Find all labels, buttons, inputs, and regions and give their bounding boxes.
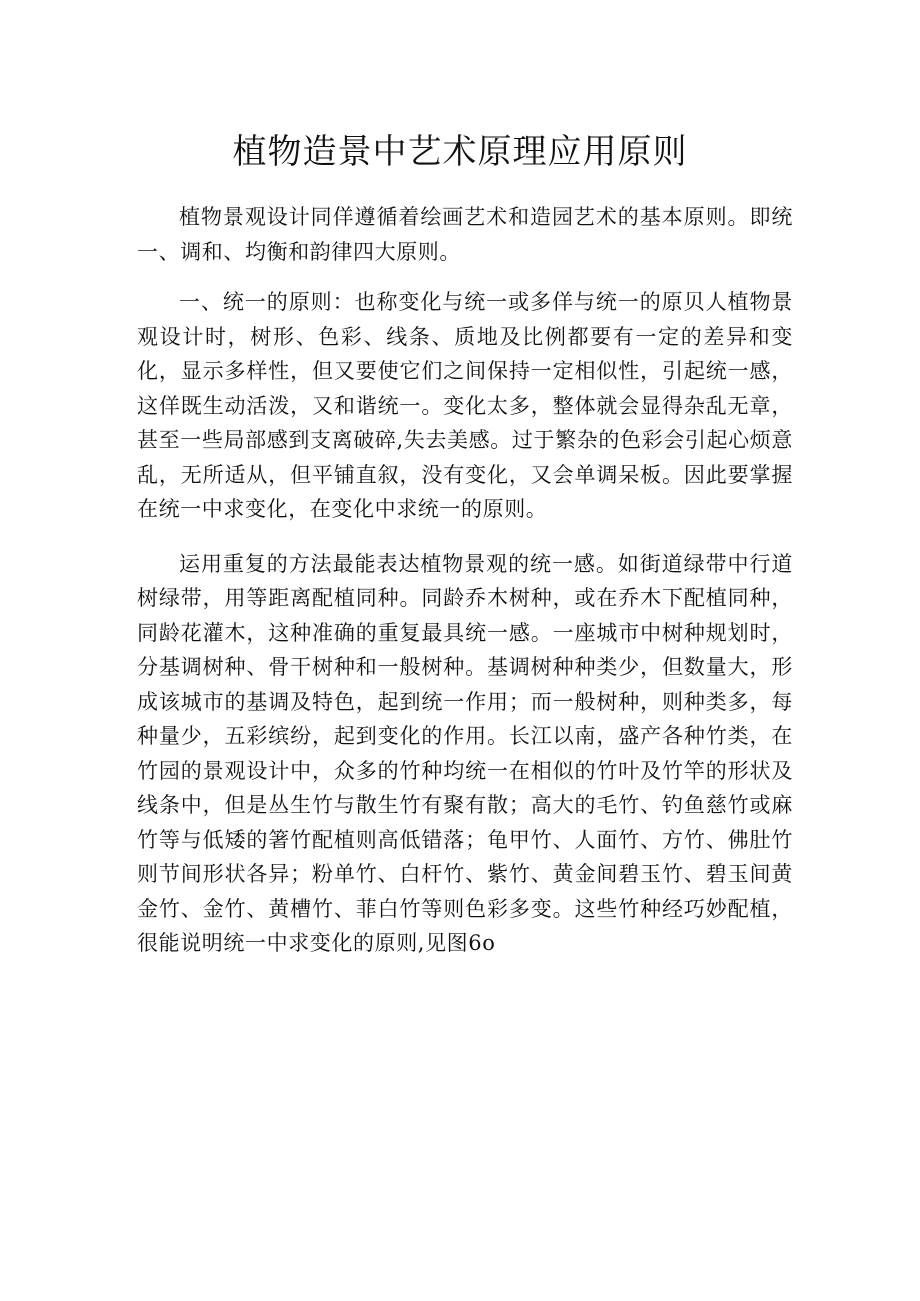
paragraph-intro: 植物景观设计同佯遵循着绘画艺术和造园艺术的基本原则。即统一、调和、均衡和韵律四大原则。 [137, 205, 793, 264]
document-body [137, 200, 793, 961]
document-title: 植物造景中艺术原理应用原则 [232, 132, 688, 172]
paragraph-unity-principle: 一、统一的原则：也称变化与统一或多佯与统一的原贝人植物景观设计时，树形、色彩、线条、质地及比例都要有一定的差异和变化，显示多样性，但又要使它们之间保持一定相似性，引起统一感，这佯既生动活泼，又和谐统一。变化太多，整体就会显得杂乱无章，甚至一些局部感到支离破碎,失去美感。过于繁杂的色彩会引起心烦意乱，无所适从，但平铺直叙，没有变化，又会单调呆板。因此要掌握在统一中求变化，在变化中求统一的原则。 [137, 290, 793, 521]
paragraph-repetition-method: 运用重复的方法最能表达植物景观的统一感。如街道绿带中行道树绿带，用等距离配植同种。同龄乔木树种，或在乔木下配植同种，同龄花灌木，这种准确的重复最具统一感。一座城市中树种规划时，分基调树种、骨干树种和一般树种。基调树种种类少，但数量大，形成该城市的基调及特色，起到统一作用；而一般树种，则种类多，每种量少，五彩缤纷，起到变化的作用。长江以南，盛产各种竹类，在竹园的景观设计中，众多的竹种均统一在相似的竹叶及竹竿的形状及线条中，但是丛生竹与散生竹有聚有散；高大的毛竹、钓鱼慈竹或麻竹等与低矮的箸竹配植则高低错落；龟甲竹、人面竹、方竹、佛肚竹则节间形状各异；粉单竹、白杆竹、紫竹、黄金间碧玉竹、碧玉间黄金竹、金竹、黄槽竹、菲白竹等则色彩多变。这些竹种经巧妙配植，很能说明统一中求变化的原则,见图6o [137, 551, 793, 955]
